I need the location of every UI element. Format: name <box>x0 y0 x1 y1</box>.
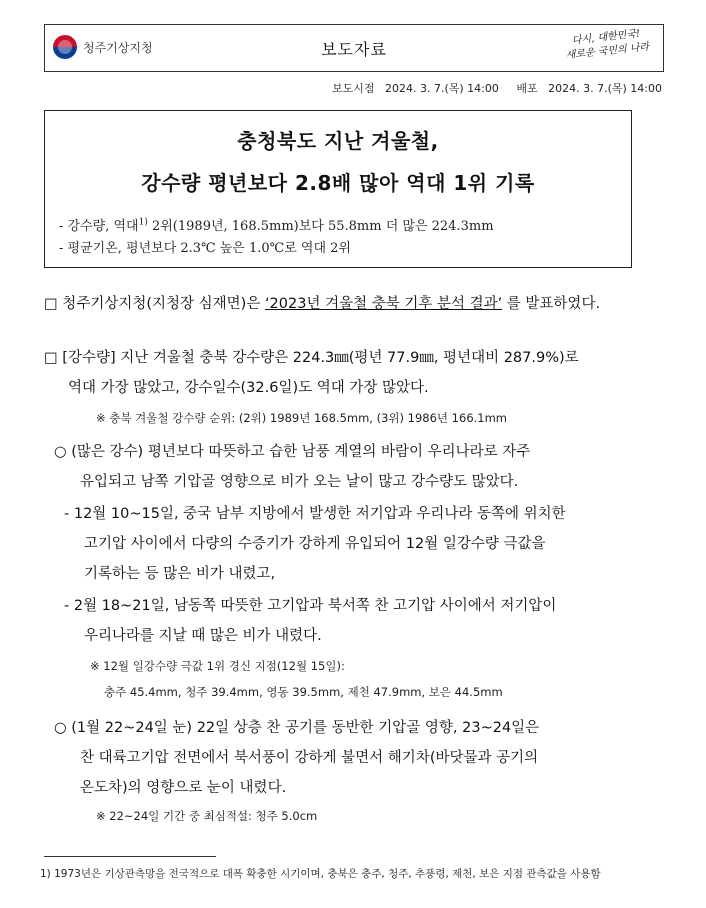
slogan-line-1: 다시, 대한민국! <box>571 28 641 47</box>
heavy-precip-line-2: 유입되고 남쪽 기압골 영향으로 비가 오는 날이 많고 강수량도 많았다. <box>80 474 519 490</box>
precip-para-line-2: 역대 가장 많았고, 강수일수(32.6일)도 역대 가장 많았다. <box>68 380 429 396</box>
distribution-time: 2024. 3. 7.(목) 14:00 <box>548 82 662 95</box>
org-name: 청주기상지청 <box>83 40 153 55</box>
summary-line-1-text: - 강수량, 역대 <box>59 219 139 234</box>
release-timeline <box>332 80 662 96</box>
snow-para-line-1: ○ (1월 22~24일 눈) 22일 상층 찬 공기를 동반한 기압골 영향, 23~24일은 <box>54 720 540 736</box>
dec-event-line-3: 기록하는 등 많은 비가 내렸고, <box>84 566 276 582</box>
footnote-ref: 1) <box>138 217 148 228</box>
dec-record-note-line-2: 충주 45.4mm, 청주 39.4mm, 영동 39.5mm, 제천 47.9mm, 보은 44.5mm <box>104 685 503 699</box>
headline-line-2: 강수량 평년보다 2.8배 많아 역대 1위 기록 <box>141 171 535 195</box>
dec-event-line-2: 고기압 사이에서 다량의 수증기가 강하게 유입되어 12월 일강수량 극값을 <box>84 536 546 552</box>
release-time: 2024. 3. 7.(목) 14:00 <box>384 82 499 95</box>
headline-line-1: 충청북도 지난 겨울철, <box>237 129 439 153</box>
slogan-line-2: 새로운 국민의 나라 <box>565 41 651 62</box>
dec-record-note-line-1: ※ 12월 일강수량 극값 1위 경신 지점(12월 15일): <box>90 659 345 673</box>
distribution-label: 배포 <box>516 82 538 95</box>
snow-para-line-3: 온도차)의 영향으로 눈이 내렸다. <box>80 780 287 796</box>
feb-event-line-1: - 2월 18~21일, 남동쪽 따뜻한 고기압과 북서쪽 찬 고기압 사이에서 저기압이 <box>64 598 557 614</box>
announcement-text: □ 청주기상지청(지청장 심재면)은 <box>44 296 265 312</box>
doc-type: 보도자료 <box>321 40 387 59</box>
summary-line-1 <box>59 215 494 234</box>
feb-event-line-2: 우리나라를 지날 때 많은 비가 내렸다. <box>84 628 322 644</box>
report-title: ‘2023년 겨울철 충북 기후 분석 결과’ <box>264 296 503 312</box>
snow-para-line-2: 찬 대륙고기압 전면에서 북서풍이 강하게 불면서 해기차(바닷물과 공기의 <box>80 750 539 766</box>
release-time-label: 보도시점 <box>331 82 375 95</box>
precip-rank-note: ※ 충북 겨울철 강수량 순위: (2위) 1989년 168.5mm, (3위) 1986년 166.1mm <box>96 411 508 425</box>
precip-para-line-1: □ [강수량] 지난 겨울철 충북 강수량은 224.3㎜(평년 77.9㎜, 평년대비 287.9%)로 <box>44 350 579 366</box>
summary-line-2: - 평균기온, 평년보다 2.3℃ 높은 1.0℃로 역대 2위 <box>59 241 351 256</box>
heavy-precip-line-1: ○ (많은 강수) 평년보다 따뜻하고 습한 남풍 계열의 바람이 우리나라로 자주 <box>54 444 531 460</box>
paragraph-announcement <box>44 292 600 313</box>
headline-box <box>44 110 632 268</box>
snow-depth-note: ※ 22~24일 기간 중 최심적설: 청주 5.0cm <box>96 809 318 823</box>
footnote: 1) 1973년은 기상관측망을 전국적으로 대폭 확충한 시기이며, 충북은 충주, 청주, 추풍령, 제천, 보은 지점 관측값을 사용함 <box>40 868 601 880</box>
summary-line-1-rest: 2위(1989년, 168.5mm)보다 55.8mm 더 많은 224.3mm <box>147 219 494 234</box>
dec-event-line-1: - 12월 10~15일, 중국 남부 지방에서 발생한 저기압과 우리나라 동쪽에 위치한 <box>64 506 566 522</box>
header-box <box>44 24 664 72</box>
footnote-divider <box>44 856 216 857</box>
announcement-end: 를 발표하였다. <box>502 296 601 312</box>
